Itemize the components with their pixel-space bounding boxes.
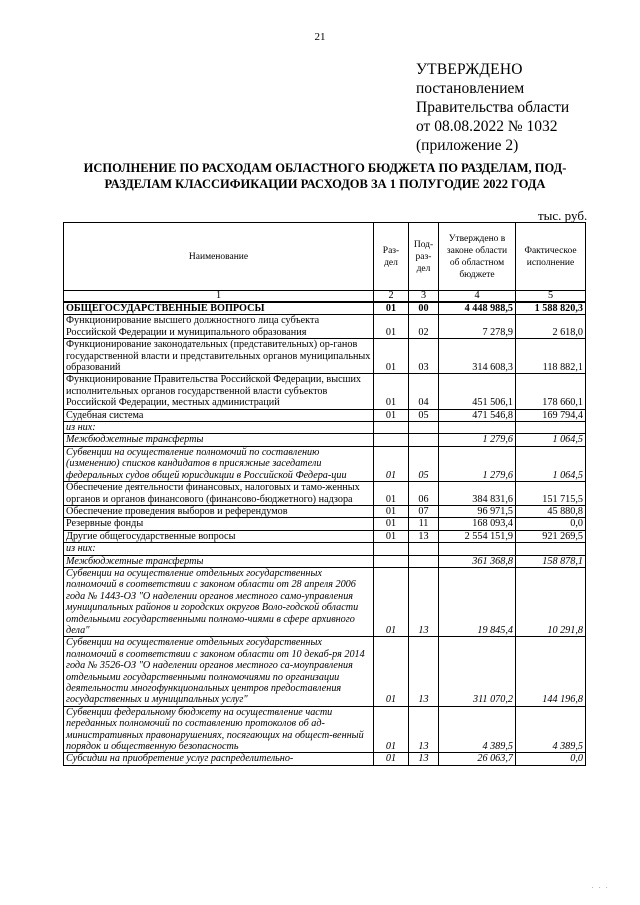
row-approved: 361 368,8 bbox=[439, 555, 516, 567]
row-razdel: 01 bbox=[374, 339, 409, 374]
row-approved: 96 971,5 bbox=[439, 505, 516, 517]
row-name: Субвенции федеральному бюджету на осуществление части переданных полномочий по составлению протоколов об ад-министративных правонарушениях, посягающих на общест-венный порядок и общественную безопасность bbox=[64, 706, 374, 753]
row-podrazdel: 04 bbox=[409, 374, 439, 409]
approval-line-5: (приложение 2) bbox=[416, 137, 519, 154]
row-razdel: 01 bbox=[374, 567, 409, 636]
row-podrazdel: 13 bbox=[409, 530, 439, 542]
budget-table bbox=[63, 222, 586, 766]
approval-stamp bbox=[416, 60, 569, 155]
row-actual: 1 588 820,3 bbox=[516, 302, 586, 315]
row-podrazdel bbox=[409, 555, 439, 567]
row-actual: 2 618,0 bbox=[516, 315, 586, 339]
row-name: Межбюджетные трансферты bbox=[64, 555, 374, 567]
column-number: 1 bbox=[64, 291, 374, 303]
row-name: из них: bbox=[64, 422, 374, 434]
row-razdel bbox=[374, 543, 409, 555]
row-razdel: 01 bbox=[374, 482, 409, 506]
row-razdel: 01 bbox=[374, 530, 409, 542]
row-podrazdel: 03 bbox=[409, 339, 439, 374]
row-razdel bbox=[374, 555, 409, 567]
row-name: Обеспечение проведения выборов и референдумов bbox=[64, 505, 374, 517]
row-actual: 10 291,8 bbox=[516, 567, 586, 636]
row-actual: 169 794,4 bbox=[516, 409, 586, 421]
approval-line-3: Правительства области bbox=[416, 99, 570, 116]
header-approved: Утверждено в законе области об областном бюджете bbox=[439, 223, 516, 291]
row-razdel bbox=[374, 422, 409, 434]
row-podrazdel: 13 bbox=[409, 706, 439, 753]
row-name: Резервные фонды bbox=[64, 518, 374, 530]
row-razdel: 01 bbox=[374, 637, 409, 706]
row-podrazdel: 05 bbox=[409, 446, 439, 481]
column-number: 4 bbox=[439, 291, 516, 303]
row-razdel: 01 bbox=[374, 302, 409, 315]
row-approved: 7 278,9 bbox=[439, 315, 516, 339]
approval-line-1: УТВЕРЖДЕНО bbox=[416, 61, 523, 78]
row-podrazdel: 02 bbox=[409, 315, 439, 339]
column-number: 5 bbox=[516, 291, 586, 303]
row-name: Другие общегосударственные вопросы bbox=[64, 530, 374, 542]
table-row bbox=[64, 753, 586, 765]
column-number-row bbox=[64, 291, 586, 303]
table-row bbox=[64, 374, 586, 409]
table-row bbox=[64, 637, 586, 706]
row-podrazdel: 00 bbox=[409, 302, 439, 315]
row-razdel: 01 bbox=[374, 409, 409, 421]
document-title: ИСПОЛНЕНИЕ ПО РАСХОДАМ ОБЛАСТНОГО БЮДЖЕТА ПО РАЗДЕЛАМ, ПОД-РАЗДЕЛАМ КЛАССИФИКАЦИИ РАСХОДОВ ЗА 1 ПОЛУГОДИЕ 2022 ГОДА bbox=[83, 161, 567, 191]
row-razdel: 01 bbox=[374, 706, 409, 753]
table-row bbox=[64, 315, 586, 339]
row-razdel: 01 bbox=[374, 505, 409, 517]
row-name: Субвенции на осуществление отдельных государственных полномочий в соответствии с законом области от 28 апреля 2006 года № 1443-ОЗ "О наделении органов местного само-управления муниципальных районов и городских округов Воло-годской области отдельными государственными полномо-чиями в сфере архивного дела" bbox=[64, 567, 374, 636]
header-razdel: Раз-дел bbox=[374, 223, 409, 291]
table-row bbox=[64, 409, 586, 421]
table-row bbox=[64, 567, 586, 636]
row-approved: 4 389,5 bbox=[439, 706, 516, 753]
row-razdel: 01 bbox=[374, 753, 409, 765]
row-actual: 4 389,5 bbox=[516, 706, 586, 753]
header-actual: Фактическое исполнение bbox=[516, 223, 586, 291]
row-podrazdel: 11 bbox=[409, 518, 439, 530]
row-name: ОБЩЕГОСУДАРСТВЕННЫЕ ВОПРОСЫ bbox=[64, 302, 374, 315]
header-podrazdel: Под-раз-дел bbox=[409, 223, 439, 291]
row-actual: 0,0 bbox=[516, 518, 586, 530]
row-approved: 4 448 988,5 bbox=[439, 302, 516, 315]
row-approved: 311 070,2 bbox=[439, 637, 516, 706]
row-podrazdel bbox=[409, 434, 439, 446]
row-approved: 471 546,8 bbox=[439, 409, 516, 421]
row-approved: 19 845,4 bbox=[439, 567, 516, 636]
row-actual: 45 880,8 bbox=[516, 505, 586, 517]
row-podrazdel: 13 bbox=[409, 637, 439, 706]
row-approved: 168 093,4 bbox=[439, 518, 516, 530]
table-row bbox=[64, 505, 586, 517]
row-name: Субвенции на осуществление отдельных государственных полномочий в соответствии с законом области от 10 декаб-ря 2014 года № 3526-ОЗ "О наделении органов местного са-моуправления отдельными государственными полномочиями по организации деятельности многофункциональных центров предоставления государственных и муниципальных услуг" bbox=[64, 637, 374, 706]
header-name: Наименование bbox=[64, 223, 374, 291]
row-name: Межбюджетные трансферты bbox=[64, 434, 374, 446]
row-razdel: 01 bbox=[374, 518, 409, 530]
row-name: Функционирование Правительства Российской Федерации, высших исполнительных органов государственной власти субъектов Российской Федерации, местных администраций bbox=[64, 374, 374, 409]
table-row bbox=[64, 339, 586, 374]
page-number: 21 bbox=[314, 31, 326, 43]
table-row bbox=[64, 446, 586, 481]
row-podrazdel bbox=[409, 543, 439, 555]
row-name: Функционирование высшего должностного лица субъекта Российской Федерации и муниципального образования bbox=[64, 315, 374, 339]
row-approved: 451 506,1 bbox=[439, 374, 516, 409]
row-name: Судебная система bbox=[64, 409, 374, 421]
row-approved: 384 831,6 bbox=[439, 482, 516, 506]
row-podrazdel bbox=[409, 422, 439, 434]
row-actual: 158 878,1 bbox=[516, 555, 586, 567]
table-row bbox=[64, 434, 586, 446]
row-actual: 0,0 bbox=[516, 753, 586, 765]
unit-label: тыс. руб. bbox=[538, 208, 588, 223]
approval-line-4: от 08.08.2022 № 1032 bbox=[416, 118, 558, 135]
table-row bbox=[64, 530, 586, 542]
row-podrazdel: 07 bbox=[409, 505, 439, 517]
row-actual: 1 064,5 bbox=[516, 446, 586, 481]
row-approved bbox=[439, 422, 516, 434]
scan-mark: . . . bbox=[592, 884, 610, 890]
row-name: Обеспечение деятельности финансовых, налоговых и тамо-женных органов и органов финансового (финансово-бюджетного) надзора bbox=[64, 482, 374, 506]
table-row bbox=[64, 543, 586, 555]
row-podrazdel: 05 bbox=[409, 409, 439, 421]
row-actual: 1 064,5 bbox=[516, 434, 586, 446]
row-podrazdel: 13 bbox=[409, 753, 439, 765]
row-actual: 921 269,5 bbox=[516, 530, 586, 542]
row-name: Субвенции на осуществление полномочий по составлению (изменению) списков кандидатов в присяжные заседатели федеральных судов общей юрисдикции в Российской Федера-ции bbox=[64, 446, 374, 481]
row-actual: 178 660,1 bbox=[516, 374, 586, 409]
row-razdel: 01 bbox=[374, 374, 409, 409]
table-row bbox=[64, 302, 586, 315]
row-approved bbox=[439, 543, 516, 555]
row-actual bbox=[516, 422, 586, 434]
row-actual: 144 196,8 bbox=[516, 637, 586, 706]
row-approved: 314 608,3 bbox=[439, 339, 516, 374]
row-approved: 26 063,7 bbox=[439, 753, 516, 765]
table-row bbox=[64, 482, 586, 506]
row-name: Функционирование законодательных (представительных) ор-ганов государственной власти и представительных органов муниципальных образований bbox=[64, 339, 374, 374]
row-razdel: 01 bbox=[374, 446, 409, 481]
column-number: 2 bbox=[374, 291, 409, 303]
row-podrazdel: 13 bbox=[409, 567, 439, 636]
row-actual: 118 882,1 bbox=[516, 339, 586, 374]
row-actual: 151 715,5 bbox=[516, 482, 586, 506]
table-row bbox=[64, 518, 586, 530]
table-row bbox=[64, 422, 586, 434]
row-approved: 1 279,6 bbox=[439, 446, 516, 481]
row-approved: 1 279,6 bbox=[439, 434, 516, 446]
approval-line-2: постановлением bbox=[416, 80, 525, 97]
column-number: 3 bbox=[409, 291, 439, 303]
row-actual bbox=[516, 543, 586, 555]
row-podrazdel: 06 bbox=[409, 482, 439, 506]
row-name: Субсидии на приобретение услуг распределительно- bbox=[64, 753, 374, 765]
table-row bbox=[64, 706, 586, 753]
row-razdel bbox=[374, 434, 409, 446]
table-row bbox=[64, 555, 586, 567]
row-name: из них: bbox=[64, 543, 374, 555]
row-razdel: 01 bbox=[374, 315, 409, 339]
row-approved: 2 554 151,9 bbox=[439, 530, 516, 542]
